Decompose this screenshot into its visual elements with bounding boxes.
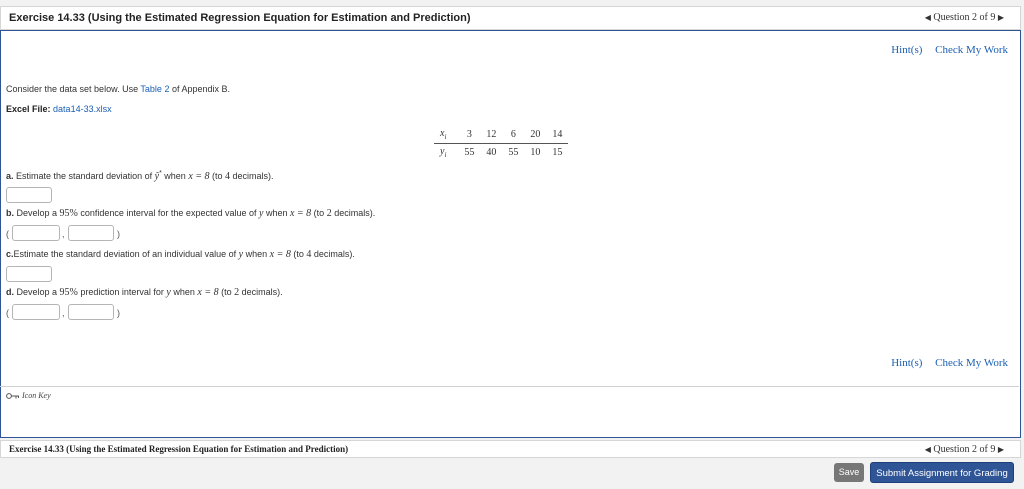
- top-help-links: [881, 44, 1008, 56]
- question-navigator: [925, 12, 1004, 23]
- y-value: 40: [486, 147, 497, 158]
- excel-file-row: [6, 104, 112, 114]
- x-value: 14: [546, 126, 568, 144]
- question-c-text: decimals).: [311, 249, 355, 259]
- answer-b-lower-input[interactable]: [12, 225, 60, 241]
- exercise-header: [0, 6, 1021, 30]
- y-label: $y_i$: [440, 146, 447, 159]
- question-b-text: when: [263, 208, 290, 218]
- excel-file-label: Excel File:: [6, 104, 51, 114]
- save-button[interactable]: Save: [834, 463, 864, 482]
- condition: x = 8: [188, 171, 210, 182]
- question-c: [6, 249, 355, 260]
- question-current: 2: [972, 12, 977, 23]
- intro-sentence: Consider the data set below. Use: [6, 84, 141, 94]
- exercise-footer: [0, 440, 1021, 458]
- question-current: 2: [972, 444, 977, 455]
- bottom-help-links: [881, 357, 1008, 369]
- interval-comma: ,: [62, 229, 65, 239]
- question-b-text: decimals).: [331, 208, 376, 218]
- answer-c-input[interactable]: [6, 266, 52, 282]
- table-2-link[interactable]: Table 2: [140, 84, 170, 94]
- question-d-text: when: [170, 287, 198, 297]
- check-my-work-link[interactable]: Check My Work: [935, 357, 1008, 369]
- answer-d-upper-input[interactable]: [68, 304, 114, 320]
- submit-assignment-button[interactable]: Submit Assignment for Grading: [870, 462, 1014, 483]
- answer-b-upper-input[interactable]: [68, 225, 114, 241]
- question-d: [6, 287, 283, 298]
- y-row: [434, 144, 568, 162]
- y-value: 55: [508, 147, 519, 158]
- question-a-label: a.: [6, 171, 14, 181]
- y-value: 10: [530, 147, 541, 158]
- question-prefix: Question: [933, 444, 970, 455]
- variable-y: y: [238, 249, 244, 260]
- interval-open: (: [6, 229, 9, 239]
- interval-open: (: [6, 308, 9, 318]
- data-table: [434, 126, 568, 161]
- question-c-label: c.: [6, 249, 14, 259]
- key-icon: [6, 392, 20, 400]
- condition: x = 8: [289, 208, 312, 219]
- decimals-count: 2: [326, 208, 332, 219]
- icon-key-label: Icon Key: [22, 391, 51, 400]
- question-a-text: Estimate the standard deviation of: [13, 171, 155, 181]
- question-d-text: Develop a: [14, 287, 60, 297]
- question-a-text: (to: [209, 171, 226, 181]
- x-value: 20: [524, 126, 546, 144]
- hint-link[interactable]: Hint(s): [891, 357, 923, 369]
- prev-question-icon[interactable]: ◀: [924, 13, 931, 22]
- intro-suffix: of Appendix B.: [169, 84, 230, 94]
- check-my-work-link[interactable]: Check My Work: [935, 44, 1008, 56]
- prediction-level: 95%: [59, 287, 78, 298]
- question-d-text: prediction interval for: [77, 287, 167, 297]
- condition: x = 8: [269, 249, 291, 260]
- question-of: of: [979, 12, 988, 23]
- answer-a-input[interactable]: [6, 187, 52, 203]
- x-row: [434, 126, 568, 144]
- decimals-count: 4: [225, 171, 231, 182]
- question-total: 9: [990, 444, 996, 455]
- interval-close: ): [117, 229, 120, 239]
- intro-text: [6, 84, 230, 94]
- question-of: of: [979, 444, 988, 455]
- next-question-icon[interactable]: ▶: [997, 13, 1004, 22]
- interval-comma: ,: [62, 308, 65, 318]
- next-question-icon[interactable]: ▶: [997, 445, 1004, 454]
- condition: x = 8: [197, 287, 219, 298]
- question-c-text: when: [243, 249, 270, 259]
- divider: [0, 386, 1019, 387]
- question-total: 9: [990, 12, 996, 23]
- y-value: 15: [552, 147, 563, 158]
- star-symbol: *: [159, 170, 162, 177]
- question-b-text: Develop a: [14, 208, 60, 218]
- footer-exercise-title: Exercise 14.33 (Using the Estimated Regression Equation for Estimation and Prediction): [9, 444, 349, 454]
- footer-question-navigator: [925, 444, 1004, 455]
- question-d-text: (to: [218, 287, 235, 297]
- icon-key[interactable]: [6, 391, 51, 400]
- question-b: [6, 208, 375, 219]
- variable-y: y: [166, 287, 171, 298]
- question-d-label: d.: [6, 287, 14, 297]
- interval-close: ): [117, 308, 120, 318]
- x-label: $x_i$: [434, 126, 458, 144]
- question-c-text: (to: [290, 249, 307, 259]
- hint-link[interactable]: Hint(s): [891, 44, 923, 56]
- variable-y: y: [259, 208, 264, 219]
- question-b-text: (to: [311, 208, 327, 218]
- decimals-count: 2: [234, 287, 240, 298]
- confidence-level: 95%: [59, 208, 78, 219]
- x-value: 12: [480, 126, 502, 144]
- question-b-label: b.: [6, 208, 14, 218]
- question-a-text: decimals).: [230, 171, 274, 181]
- question-a: [6, 170, 274, 182]
- exercise-title: Exercise 14.33 (Using the Estimated Regression Equation for Estimation and Prediction): [9, 12, 471, 24]
- y-value: 55: [464, 147, 475, 158]
- excel-file-link[interactable]: data14-33.xlsx: [53, 104, 112, 114]
- question-c-text: Estimate the standard deviation of an individual value of: [13, 249, 239, 259]
- question-prefix: Question: [933, 12, 970, 23]
- question-b-text: confidence interval for the expected value of: [77, 208, 259, 218]
- question-a-text: when: [161, 171, 189, 181]
- question-d-text: decimals).: [239, 287, 283, 297]
- answer-d-lower-input[interactable]: [12, 304, 60, 320]
- prev-question-icon[interactable]: ◀: [924, 445, 931, 454]
- y-hat-symbol: ŷ: [154, 171, 160, 182]
- x-value: 3: [458, 126, 480, 144]
- x-value: 6: [502, 126, 524, 144]
- decimals-count: 4: [306, 249, 312, 260]
